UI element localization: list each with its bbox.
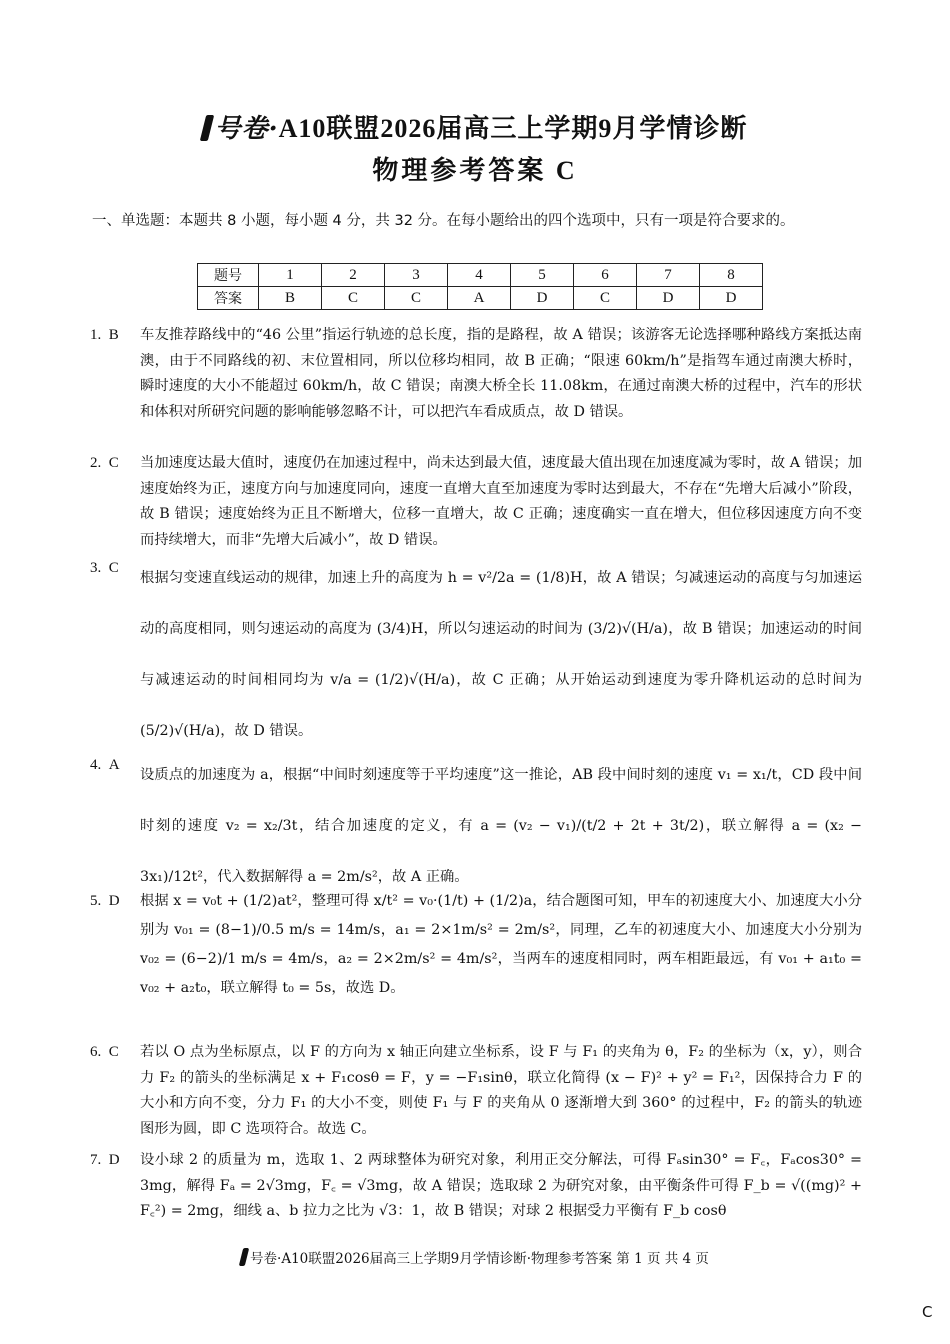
- item-explanation: 车友推荐路线中的“46 公里”指运行轨迹的总长度，指的是路程，故 A 错误；该游客无论选择哪种路线方案抵达南澳，由于不同路线的初、末位置相同，所以位移均相同，故 B 正确；“限速 60km/h”是指驾车通过南澳大桥时，瞬时速度的大小不能超过 60km/h，故 C 错误；南澳大桥全长 11.08km，在通过南澳大桥的过程中，汽车的形状和体积对所研究问题的影响能够忽略不计，可以把汽车看成质点，故 D 错误。: [140, 327, 862, 420]
- item-explanation: 根据 x = v₀t + (1/2)at²，整理可得 x/t² = v₀·(1/t) + (1/2)a，结合题图可知，甲车的初速度大小、加速度大小分别为 v₀₁ = (8−1)/0.5 m/s = 14m/s，a₁ = 2×1m/s² = 2m/s²，同理，乙车的初速度大小、加速度大小分别为 v₀₂ = (6−2)/1 m/s = 4m/s，a₂ = 2×2m/s² = 4m/s²，当两车的速度相同时，两车相距最远，有 v₀₁ + a₁t₀ = v₀₂ + a₂t₀，联立解得 t₀ = 5s，故选 D。: [140, 893, 862, 996]
- table-cell: 8: [700, 264, 763, 287]
- table-cell: 6: [574, 264, 637, 287]
- answer-table: [197, 263, 763, 310]
- title-line-2: 物理参考答案 C: [372, 156, 578, 185]
- table-cell: 4: [448, 264, 511, 287]
- item-number: 2. C: [90, 455, 119, 471]
- answer-item-5: [90, 887, 862, 1003]
- item-number: 4. A: [90, 757, 120, 773]
- logo-text: 号卷·: [214, 114, 279, 144]
- table-cell: C: [574, 287, 637, 310]
- item-explanation: 当加速度达最大值时，速度仍在加速过程中，尚未达到最大值，速度最大值出现在加速度减为零时，故 A 错误；加速度始终为正，速度方向与加速度同向，速度一直增大直至加速度为零时达到最大，不存在“先增大后减小”阶段，故 B 错误；速度始终为正且不断增大，位移一直增大，故 C 正确；速度确实一直在增大，但位移因速度方向不变而持续增大，而非“先增大后减小”，故 D 错误。: [140, 455, 862, 548]
- item-number: 7. D: [90, 1152, 120, 1168]
- table-cell: A: [448, 287, 511, 310]
- table-cell: D: [637, 287, 700, 310]
- brand-logo: [203, 114, 279, 144]
- page-footer: [0, 1247, 950, 1267]
- item-number: 5. D: [90, 893, 120, 909]
- table-cell: 1: [259, 264, 322, 287]
- table-cell: C: [322, 287, 385, 310]
- answer-item-2: [90, 451, 862, 553]
- table-cell: 5: [511, 264, 574, 287]
- item-number: 6. C: [90, 1044, 119, 1060]
- answer-item-4: [90, 750, 862, 903]
- answer-item-1: [90, 323, 862, 425]
- section-heading: 一、单选题：本题共 8 小题，每小题 4 分，共 32 分。在每小题给出的四个选项中，只有一项是符合要求的。: [92, 213, 795, 229]
- table-cell: 3: [385, 264, 448, 287]
- table-cell: B: [259, 287, 322, 310]
- table-header-cell: 题号: [198, 264, 259, 287]
- item-number: 3. C: [90, 560, 119, 576]
- brand-mark-icon: [239, 1248, 249, 1266]
- item-explanation: 设小球 2 的质量为 m，选取 1、2 两球整体为研究对象，利用正交分解法，可得 Fₐsin30° = F꜀，Fₐcos30° = 3mg，解得 Fₐ = 2√3mg，F꜀ = √3mg，故 A 错误；选取球 2 为研究对象，由平衡条件可得 F_b = √((mg)² + F꜀²) = 2mg，细线 a、b 拉力之比为 √3：1，故 B 错误；对球 2 根据受力平衡有 F_b cosθ: [140, 1152, 862, 1219]
- table-cell: C: [385, 287, 448, 310]
- table-cell: D: [700, 287, 763, 310]
- title-line-1: [0, 108, 950, 145]
- item-explanation: 根据匀变速直线运动的规律，加速上升的高度为 h = v²/2a = (1/8)H，故 A 错误；匀减速运动的高度与匀加速运动的高度相同，则匀速运动的高度为 (3/4)H，所以匀速运动的时间为 (3/2)√(H/a)，故 B 错误；加速运动的时间与减速运动的时间相同均为 v/a = (1/2)√(H/a)，故 C 正确；从开始运动到速度为零升降机运动的总时间为 (5/2)√(H/a)，故 D 错误。: [140, 570, 862, 739]
- answer-item-7: [90, 1148, 862, 1225]
- table-header-cell: 答案: [198, 287, 259, 310]
- table-cell: 7: [637, 264, 700, 287]
- table-cell: 2: [322, 264, 385, 287]
- item-explanation: 若以 O 点为坐标原点，以 F 的方向为 x 轴正向建立坐标系，设 F 与 F₁ 的夹角为 θ，F₂ 的坐标为（x，y），则合力 F₂ 的箭头的坐标满足 x + F₁cosθ = F，y = −F₁sinθ，联立化简得 (x − F)² + y² = F₁²，因保持合力 F 的大小和方向不变，分力 F₁ 的大小不变，则使 F₁ 与 F 的夹角从 0 逐渐增大到 360° 的过程中，F₂ 的箭头的轨迹图形为圆，即 C 选项符合。故选 C。: [140, 1044, 862, 1137]
- corner-mark: C: [922, 1303, 933, 1321]
- table-row: [198, 264, 763, 287]
- table-row: [198, 287, 763, 310]
- answer-item-3: [90, 553, 862, 757]
- item-explanation: 设质点的加速度为 a，根据“中间时刻速度等于平均速度”这一推论，AB 段中间时刻的速度 v₁ = x₁/t，CD 段中间时刻的速度 v₂ = x₂/3t，结合加速度的定义，有 a = (v₂ − v₁)/(t/2 + 2t + 3t/2)，联立解得 a = (x₂ − 3x₁)/12t²，代入数据解得 a = 2m/s²，故 A 正确。: [140, 767, 862, 885]
- title-text: A10联盟2026届高三上学期9月学情诊断: [278, 114, 748, 143]
- brand-mark-icon: [199, 115, 213, 141]
- footer-text: 号卷·A10联盟2026届高三上学期9月学情诊断·物理参考答案 第 1 页 共 4 页: [250, 1251, 709, 1267]
- answer-item-6: [90, 1040, 862, 1142]
- item-number: 1. B: [90, 327, 119, 343]
- table-cell: D: [511, 287, 574, 310]
